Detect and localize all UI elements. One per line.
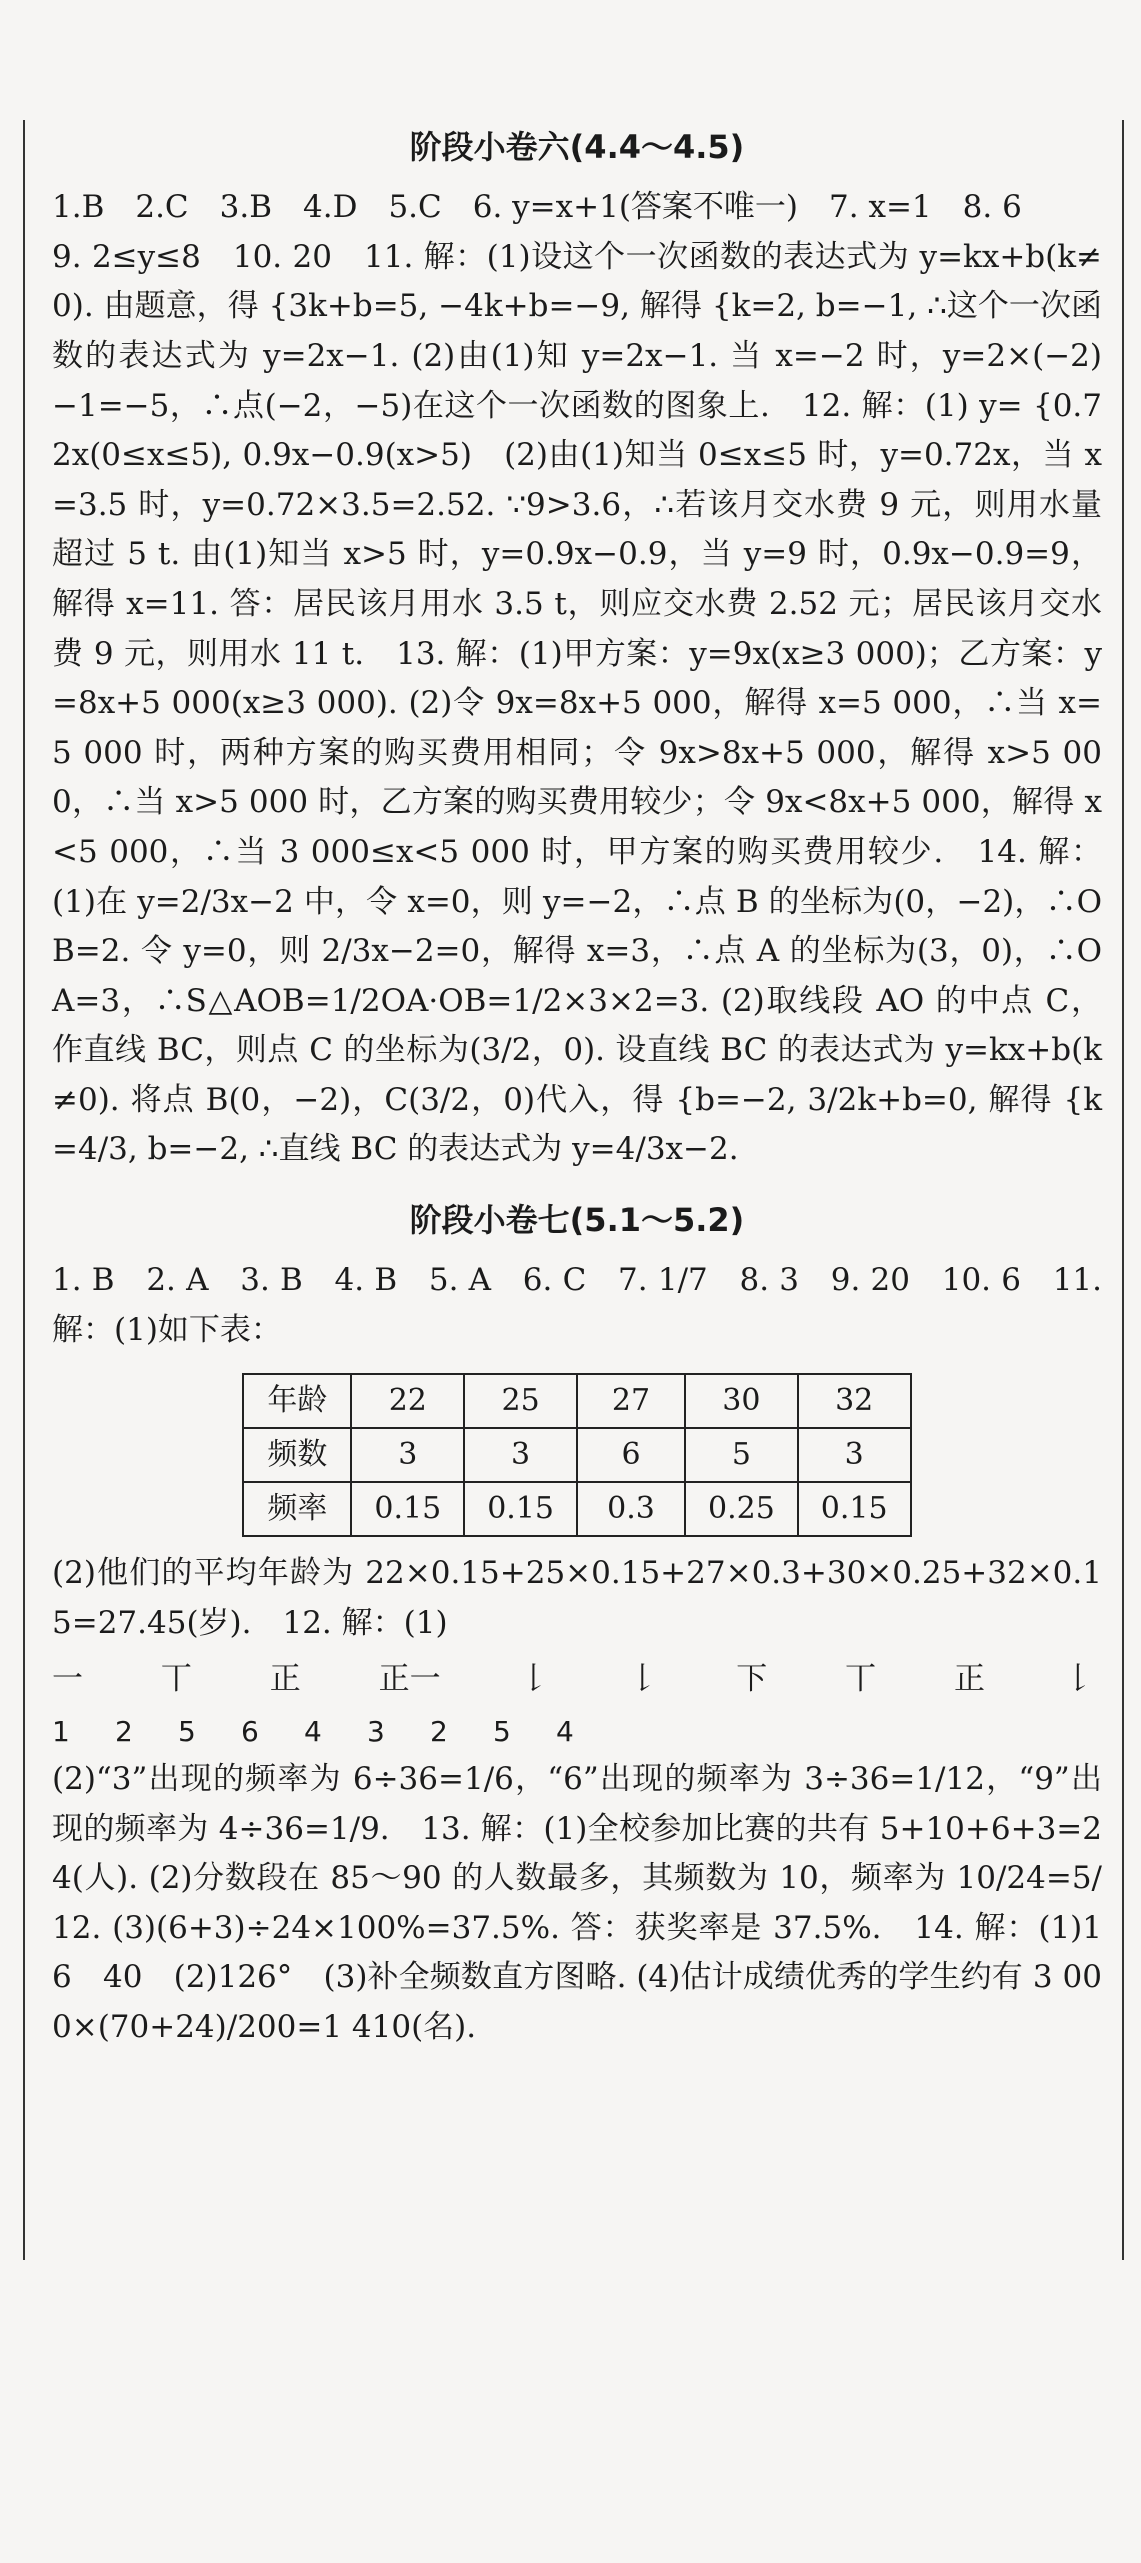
table-cell: 22 xyxy=(351,1374,464,1428)
section7-rest: (2)“3”出现的频率为 6÷36=1/6，“6”出现的频率为 3÷36=1/12，“9”出现的频率为 4÷36=1/9. 13. 解：(1)全校参加比赛的共有 5+10+6+3=24(人). (2)分数段在 85～90 的人数最多，其频数为 10，频率为 10/24=5/12. (3)(6+3)÷24×100%=37.5%. 答：获奖率是 37.5%. 14. 解：(1)16 40 (2)126° (3)补全频数直方图略. (4)估计成绩优秀的学生约有 3 000×(70+24)/200=1 410(名). xyxy=(52,1761,1102,2045)
table-cell: 3 xyxy=(798,1428,911,1482)
tally-row xyxy=(52,1655,1102,1705)
table-cell: 25 xyxy=(464,1374,577,1428)
table-row xyxy=(243,1482,910,1536)
content-column xyxy=(52,118,1102,2053)
table-cell: 0.3 xyxy=(577,1482,685,1536)
tally-number: 2 xyxy=(430,1715,448,1749)
table-cell: 年龄 xyxy=(243,1374,351,1428)
table-cell: 3 xyxy=(464,1428,577,1482)
section6-line1: 1.B 2.C 3.B 4.D 5.C 6. y=x+1(答案不唯一) 7. x=1 8. 6 xyxy=(52,189,1022,226)
right-margin-rule xyxy=(1122,120,1124,2260)
table-cell: 5 xyxy=(685,1428,798,1482)
section6-title: 阶段小卷六(4.4～4.5) xyxy=(409,128,745,166)
tally-number: 1 xyxy=(52,1715,70,1749)
table-cell: 频数 xyxy=(243,1428,351,1482)
table-cell: 0.15 xyxy=(798,1482,911,1536)
section7-after-table: (2)他们的平均年龄为 22×0.15+25×0.15+27×0.3+30×0.25+32×0.15=27.45(岁). 12. 解：(1) xyxy=(52,1555,1102,1642)
table-row xyxy=(243,1374,910,1428)
tally-mark: 丅 xyxy=(160,1660,192,1697)
table-cell: 3 xyxy=(351,1428,464,1482)
tally-number: 4 xyxy=(304,1715,322,1749)
tally-number: 2 xyxy=(115,1715,133,1749)
tally-number-row xyxy=(52,1710,1102,1755)
frequency-table xyxy=(242,1373,911,1537)
table-cell: 0.15 xyxy=(351,1482,464,1536)
table-cell: 0.25 xyxy=(685,1482,798,1536)
tally-mark: 𠄌 xyxy=(518,1660,550,1697)
table-cell: 频率 xyxy=(243,1482,351,1536)
table-row xyxy=(243,1428,910,1482)
left-margin-rule xyxy=(23,120,25,2260)
tally-number: 5 xyxy=(178,1715,196,1749)
tally-number: 5 xyxy=(493,1715,511,1749)
section7-intro: 1. B 2. A 3. B 4. B 5. A 6. C 7. 1/7 8. 3 9. 20 10. 6 11. 解：(1)如下表： xyxy=(52,1262,1102,1348)
section6-body: 9. 2≤y≤8 10. 20 11. 解：(1)设这个一次函数的表达式为 y=kx+b(k≠0). 由题意，得 {3k+b=5, −4k+b=−9, 解得 {k=2, b=−1, ∴这个一次函数的表达式为 y=2x−1. (2)由(1)知 y=2x−1. 当 x=−2 时，y=2×(−2)−1=−5，∴点(−2，−5)在这个一次函数的图象上. 12. 解：(1) y= {0.72x(0≤x≤5), 0.9x−0.9(x>5) (2)由(1)知当 0≤x≤5 时，y=0.72x，当 x=3.5 时，y=0.72×3.5=2.52. ∵9>3.6，∴若该月交水费 9 元，则用水量超过 5 t. 由(1)知当 x>5 时，y=0.9x−0.9，当 y=9 时，0.9x−0.9=9，解得 x=11. 答：居民该月用水 3.5 t，则应交水费 2.52 元；居民该月交水费 9 元，则用水 11 t. 13. 解：(1)甲方案：y=9x(x≥3 000)；乙方案：y=8x+5 000(x≥3 000). (2)令 9x=8x+5 000，解得 x=5 000，∴当 x=5 000 时，两种方案的购买费用相同；令 9x>8x+5 000，解得 x>5 000，∴当 x>5 000 时，乙方案的购买费用较少；令 9x<8x+5 000，解得 x<5 000，∴当 3 000≤x<5 000 时，甲方案的购买费用较少. 14. 解：(1)在 y=2/3x−2 中，令 x=0，则 y=−2，∴点 B 的坐标为(0，−2)，∴OB=2. 令 y=0，则 2/3x−2=0，解得 x=3，∴点 A 的坐标为(3，0)，∴OA=3，∴S△AOB=1/2OA·OB=1/2×3×2=3. (2)取线段 AO 的中点 C，作直线 BC，则点 C 的坐标为(3/2，0). 设直线 BC 的表达式为 y=kx+b(k≠0). 将点 B(0，−2)，C(3/2，0)代入，得 {b=−2, 3/2k+b=0, 解得 {k=4/3, b=−2, ∴直线 BC 的表达式为 y=4/3x−2. xyxy=(52,238,1102,1168)
table-cell: 6 xyxy=(577,1428,685,1482)
section7-title: 阶段小卷七(5.1～5.2) xyxy=(409,1201,745,1240)
tally-mark: 𠄌 xyxy=(1062,1660,1094,1697)
tally-mark: 正一 xyxy=(378,1660,441,1697)
tally-number: 3 xyxy=(367,1715,385,1749)
tally-mark: 正 xyxy=(954,1660,985,1697)
table-cell: 27 xyxy=(577,1374,685,1428)
table-cell: 30 xyxy=(685,1374,798,1428)
table-cell: 32 xyxy=(798,1374,911,1428)
tally-mark: 正 xyxy=(269,1660,301,1697)
tally-mark: 一 xyxy=(52,1660,83,1697)
tally-mark: 丅 xyxy=(845,1660,877,1697)
table-cell: 0.15 xyxy=(464,1482,577,1536)
tally-number: 6 xyxy=(241,1715,259,1749)
tally-mark: 下 xyxy=(736,1660,768,1697)
tally-mark: 𠄌 xyxy=(627,1660,659,1697)
tally-number: 4 xyxy=(556,1715,574,1749)
